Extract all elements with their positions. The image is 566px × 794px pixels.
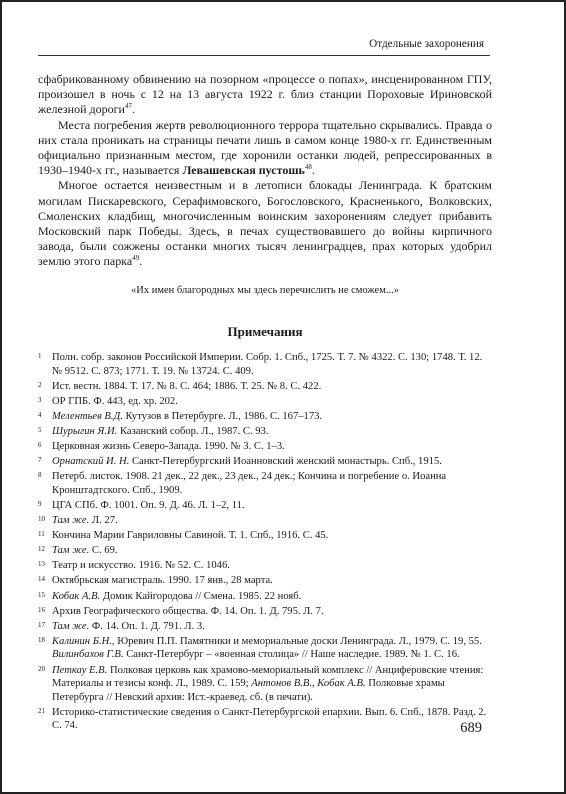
text-run: Петерб. листок. 1908. 21 дек., 22 дек., 23 дек., 24 дек.; Кончина и погребение о. Иоанна Кронштадтского. Спб., 1909.: [52, 471, 447, 496]
text-run: Ф. 14. Оп. 1. Д. 791. Л. 3.: [89, 620, 205, 632]
text-run: Полн. собр. законов Российской Империи. Собр. 1. Спб., 1725. Т. 7. № 4322. С. 130; 1748. Т. 12. № 9512. С. 873; 1771. Т. 19. № 13724. С. 409.: [52, 352, 483, 377]
text-run: Санкт-Петербург – «военная столица» // Наше наследие. 1989. № 1. С. 16.: [123, 649, 460, 661]
text-block: [38, 72, 492, 734]
note-number: 8: [38, 471, 42, 480]
epigraph-quote: «Их имен благородных мы здесь перечислить не сможем...»: [131, 284, 399, 296]
note-item: [38, 499, 492, 513]
note-number: 13: [38, 560, 45, 569]
author-name: Петкау Е.В.: [52, 664, 108, 676]
notes-list: [38, 351, 492, 733]
note-number: 7: [38, 456, 42, 465]
author-name: Антонов В.В., Кобак А.В.: [251, 678, 366, 690]
author-name: Там же.: [52, 545, 90, 557]
note-number: 14: [38, 575, 45, 584]
note-item: [38, 470, 492, 497]
note-number: 16: [38, 605, 45, 614]
note-item: [38, 605, 492, 619]
note-item: [38, 620, 492, 634]
footnote-ref: 49: [132, 254, 140, 263]
text-run: Многое остается неизвестным и в летописи блокады Ленинграда. К братским могилам Пискаревского, Серафимовского, Богословского, Красненького, Волковских, Смоленских кладбищ, многочисленным воинским захоронениям следует прибавить Московский парк Победы. Здесь, в печах существовавшего до войны кирпичного завода, были сожжены останки многих тысяч ленинградцев, прах которых удобрил землю этого парка: [38, 178, 492, 269]
text-run: .: [139, 254, 143, 269]
note-item: [38, 664, 492, 705]
text-run: сфабрикованному обвинению на позорном «процессе о попах», инсценированном ГПУ, произошел в ночь с 12 на 13 августа 1922 г. близ станции Пороховые Ириновской железной дороги: [38, 72, 492, 117]
author-name: Орнатский И. Н.: [52, 456, 130, 468]
note-item: [38, 529, 492, 543]
text-run: .: [131, 102, 135, 117]
text-run: Ист. вестн. 1884. Т. 17. № 8. С. 464; 1886. Т. 25. № 8. С. 422.: [52, 380, 322, 392]
author-name: Кобак А.В.: [52, 590, 101, 602]
paragraph: [38, 178, 492, 269]
page-number: 689: [460, 720, 482, 736]
author-name: Вилинбахов Г.В.: [52, 649, 124, 661]
paragraph: [38, 118, 492, 179]
text-run: Санкт-Петербургский Иоанновский женский монастырь. Спб., 1915.: [129, 456, 442, 468]
text-run: Архив Географического общества. Ф. 14. Оп. 1. Д. 795. Л. 7.: [52, 605, 324, 617]
text-run: Юревич П.П. Памятники и мемориальные доски Ленинграда. Л., 1979. С. 19, 55.: [114, 635, 482, 647]
note-number: 21: [38, 706, 45, 715]
note-number: 17: [38, 620, 45, 629]
author-name: Там же.: [52, 620, 90, 632]
note-number: 12: [38, 545, 45, 554]
notes-heading: Примечания: [227, 323, 303, 339]
body-paragraphs: [38, 72, 492, 270]
text-run: Л. 27.: [89, 515, 118, 527]
note-item: [38, 514, 492, 528]
text-run: Историко-статистические сведения о Санкт-Петербургской епархии. Вып. 6. Спб., 1878. Разд. 2. С. 74.: [52, 706, 487, 732]
note-item: [38, 635, 492, 662]
note-item: [38, 425, 492, 439]
note-number: 6: [38, 441, 42, 450]
note-number: 20: [38, 664, 45, 673]
footnote-ref: 47: [124, 102, 132, 111]
note-number: 11: [38, 530, 45, 539]
text-run: Домик Кайгородова // Смена. 1985. 22 нояб.: [100, 590, 302, 602]
bold-text: Левашевская пустошь: [182, 163, 305, 178]
paragraph: [38, 72, 492, 118]
author-name: Калинин Б.Н.,: [52, 635, 115, 647]
note-number: 1: [38, 352, 42, 361]
text-run: ЦГА СПб. Ф. 1001. Оп. 9. Д. 46. Л. 1–2, 11.: [52, 499, 245, 511]
text-run: Полковые храмы Петербурга // Невский архив: Ист.-краевед. сб. (в печати).: [52, 678, 445, 703]
note-item: [38, 455, 492, 469]
text-run: Места погребения жертв революционного террора тщательно скрывались. Правда о них стала проникать на страницы печати лишь в самом конце 1980-х гг. Единственным официально признанным местом, где хоронили останки людей, репрессированных в 1930–1940-х гг., называется: [38, 117, 492, 178]
note-item: [38, 410, 492, 424]
author-name: Там же.: [52, 515, 90, 527]
text-run: ОР ГПБ. Ф. 443, ед. хр. 202.: [52, 395, 178, 407]
text-run: .: [311, 163, 315, 178]
author-name: Шурыгин Я.И.: [52, 426, 118, 438]
text-run: Церковная жизнь Северо-Запада. 1990. № 3. С. 1–3.: [52, 441, 285, 453]
running-header: Отдельные захоронения: [369, 38, 484, 50]
note-number: 4: [38, 410, 42, 419]
note-item: [38, 351, 492, 378]
note-item: [38, 706, 492, 733]
text-run: Театр и искусство. 1916. № 52. С. 1046.: [52, 560, 230, 572]
footnote-ref: 48: [304, 163, 312, 172]
note-item: [38, 559, 492, 573]
note-number: 2: [38, 380, 42, 389]
note-number: 3: [38, 395, 42, 404]
note-number: 15: [38, 590, 45, 599]
note-item: [38, 440, 492, 454]
note-item: [38, 544, 492, 558]
note-number: 10: [38, 515, 45, 524]
note-number: 9: [38, 499, 42, 508]
header-rule: [38, 55, 490, 56]
text-run: Полковая церковь как храмово-мемориальный комплекс // Анциферовские чтения: Материалы и тезисы конф. Л., 1989. С. 159;: [52, 664, 484, 690]
author-name: Мелентьев В.Д.: [52, 410, 123, 422]
note-number: 18: [38, 635, 45, 644]
note-item: [38, 395, 492, 409]
note-item: [38, 574, 492, 588]
note-number: 5: [38, 426, 42, 435]
text-run: Кутузов в Петербурге. Л., 1986. С. 167–173.: [122, 410, 323, 422]
text-run: Кончина Марии Гавриловны Савиной. Т. 1. Спб., 1916. С. 45.: [52, 530, 329, 542]
note-item: [38, 590, 492, 604]
text-run: С. 69.: [89, 545, 118, 557]
text-run: Казанский собор. Л., 1987. С. 93.: [117, 426, 269, 438]
text-run: Октябрьская магистраль. 1990. 17 янв., 28 марта.: [52, 575, 273, 587]
note-item: [38, 380, 492, 394]
